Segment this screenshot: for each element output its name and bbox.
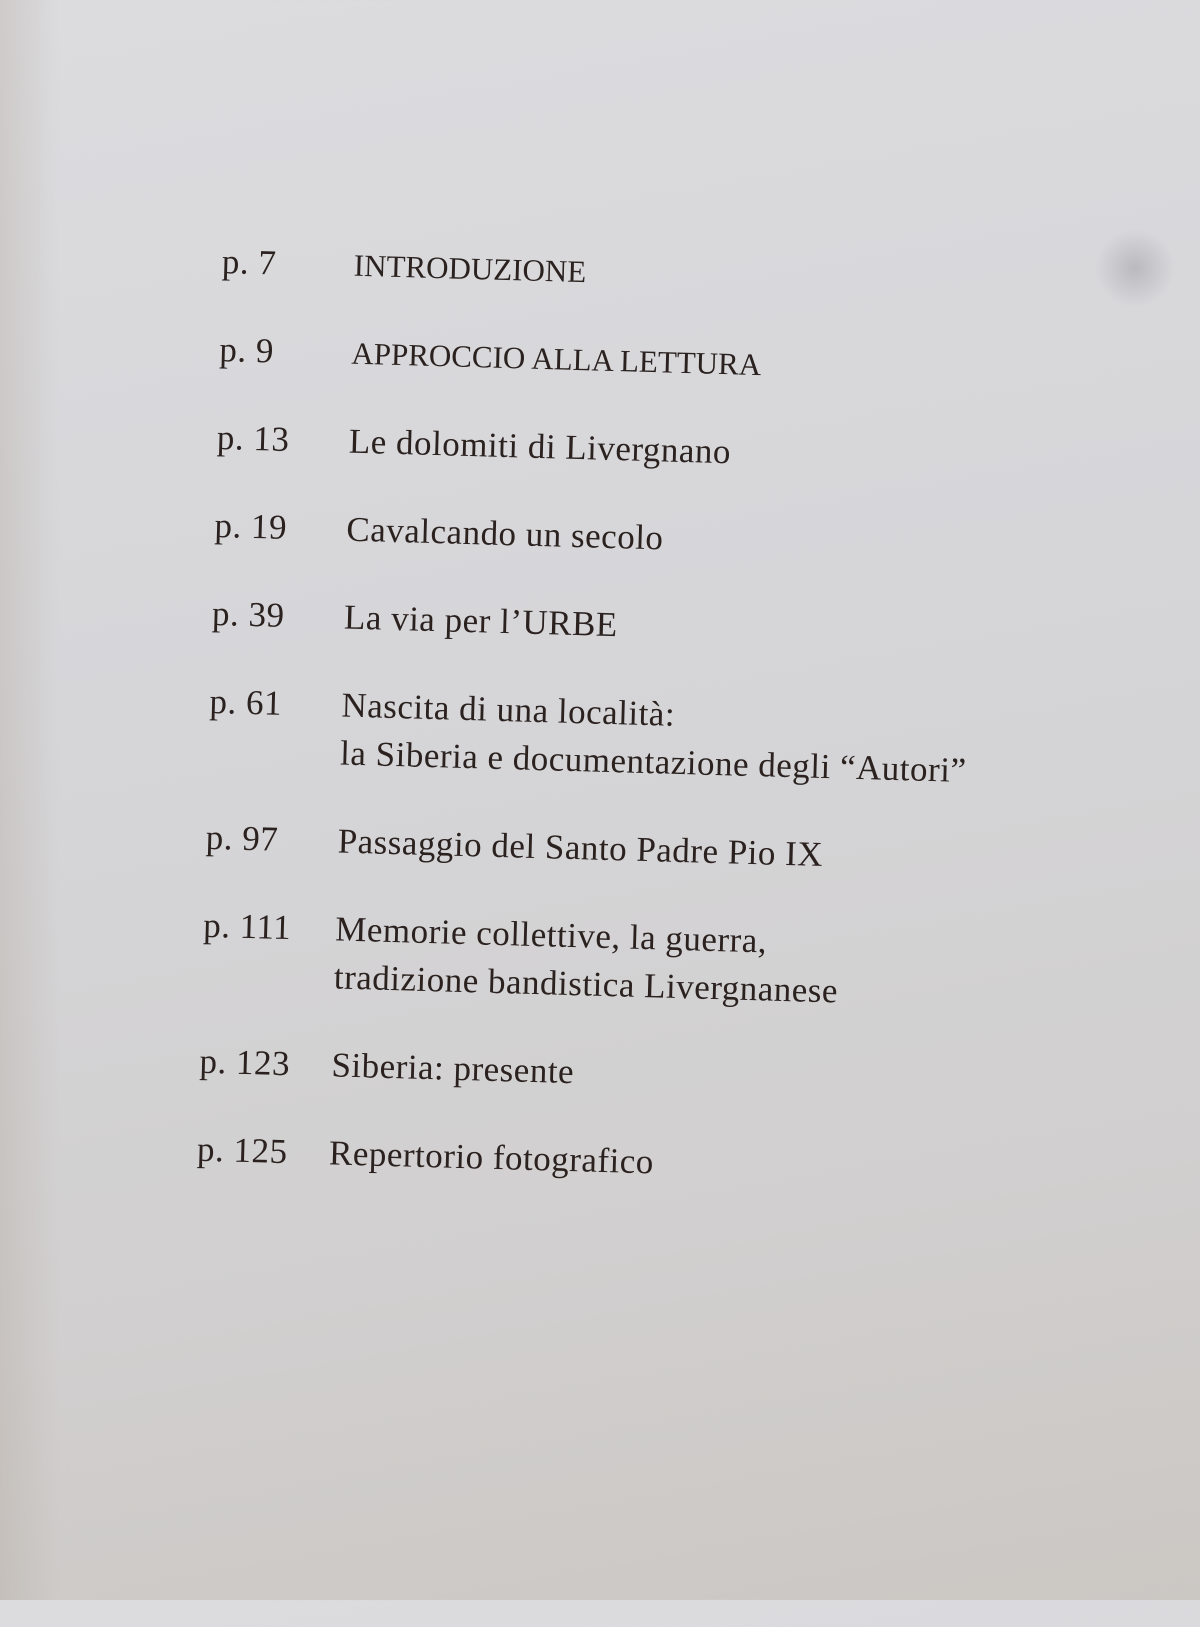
toc-title: Passaggio del Santo Padre Pio IX (337, 821, 824, 875)
toc-entry (221, 238, 587, 296)
toc-page-number: p. 13 (216, 417, 291, 459)
toc-title-line: la Siberia e documentazione degli “Autori” (339, 733, 967, 790)
toc-title: Siberia: presente (330, 1045, 575, 1092)
toc-entry (199, 1038, 575, 1096)
toc-entry (208, 678, 969, 795)
toc-page-number: p. 97 (205, 817, 279, 859)
toc-title: INTRODUZIONE (353, 247, 587, 290)
toc-page-number: p. 125 (196, 1129, 289, 1172)
toc-title (333, 905, 840, 1015)
toc-title (340, 682, 969, 795)
toc-title: Cavalcando un secolo (345, 509, 665, 558)
toc-entry (196, 1126, 654, 1187)
toc-page-number: p. 9 (218, 329, 275, 371)
toc-page-number: p. 7 (221, 242, 277, 283)
toc-title-line: Memorie collettive, la guerra, (334, 909, 768, 961)
toc-entry (216, 414, 731, 476)
toc-entry (214, 502, 664, 563)
toc-entry (205, 814, 824, 879)
toc-page-number: p. 39 (211, 593, 286, 635)
toc-entry (219, 326, 762, 389)
toc-entry (201, 902, 840, 1016)
toc-page-number: p. 111 (202, 905, 292, 948)
toc-page-number: p. 61 (209, 681, 283, 723)
toc-title: Repertorio fotografico (328, 1133, 655, 1182)
toc-title-line: Nascita di una località: (341, 685, 676, 734)
toc-page-number: p. 19 (213, 505, 288, 547)
toc-title: APPROCCIO ALLA LETTURA (350, 335, 762, 383)
toc-page-number: p. 123 (199, 1041, 291, 1084)
toc-entry (211, 590, 618, 649)
toc-title: Le dolomiti di Livergnano (348, 421, 732, 472)
toc-title-line: tradizione bandistica Livergnanese (333, 957, 839, 1011)
toc-title: La via per l’URBE (343, 597, 619, 645)
